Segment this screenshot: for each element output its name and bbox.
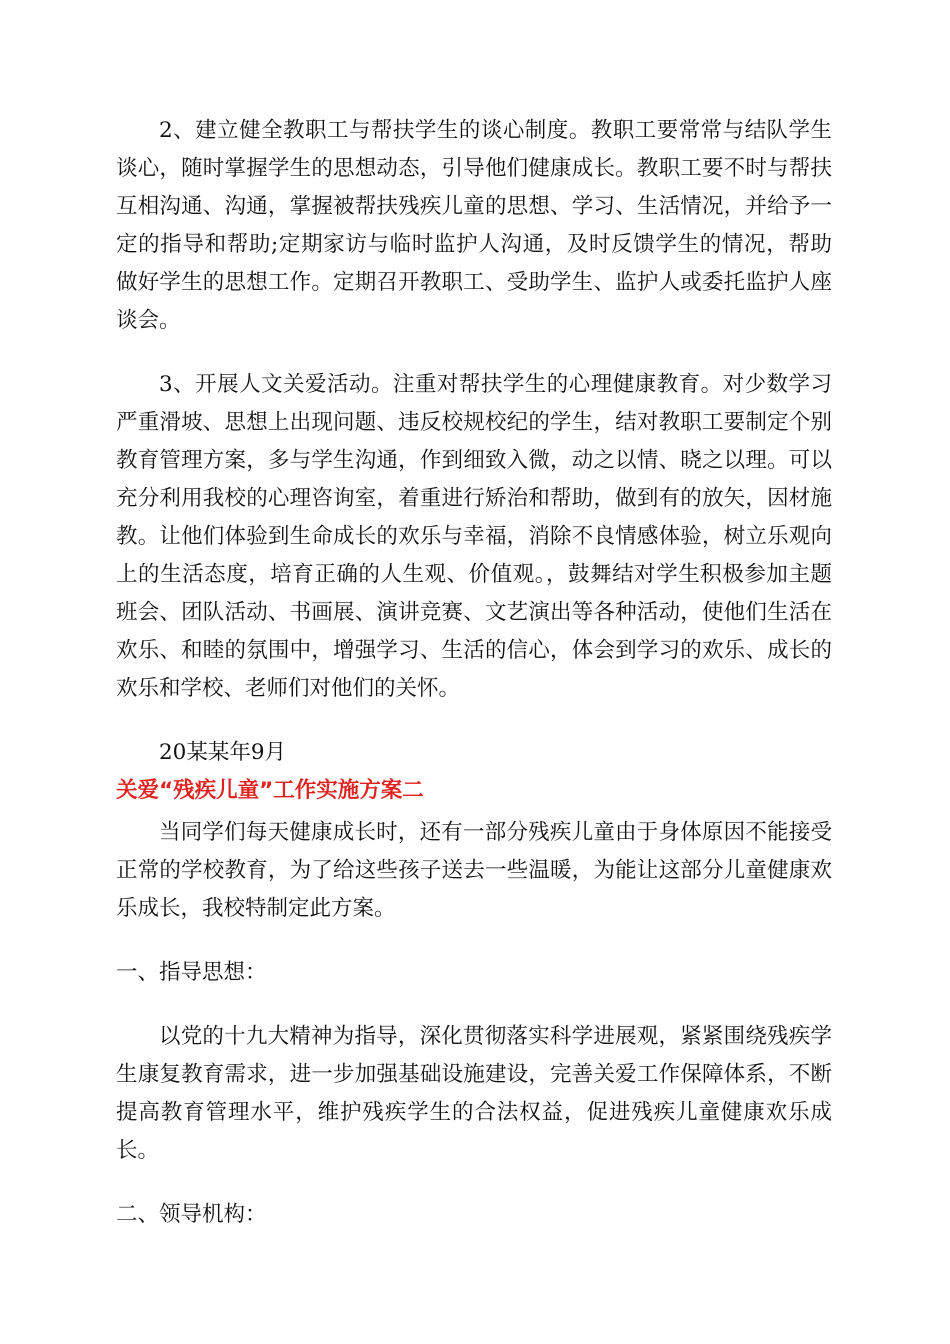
section-title-plan-two: 关爱“残疾儿童”工作实施方案二	[116, 778, 424, 803]
document-page	[116, 112, 832, 1234]
paragraph-item-3: 3、开展人文关爱活动。注重对帮扶学生的心理健康教育。对少数学习严重滑坡、思想上出现问题、违反校规校纪的学生，结对教职工要制定个别教育管理方案，多与学生沟通，作到细致入微，动之以情、晓之以理。可以充分利用我校的心理咨询室，着重进行矫治和帮助，做到有的放矢，因材施教。让他们体验到生命成长的欢乐与幸福，消除不良情感体验，树立乐观向上的生活态度，培育正确的人生观、价值观。，鼓舞结对学生积极参加主题班会、团队活动、书画展、演讲竞赛、文艺演出等各种活动，使他们生活在欢乐、和睦的氛围中，增强学习、生活的信心，体会到学习的欢乐、成长的欢乐和学校、老师们对他们的关怀。	[116, 372, 832, 701]
section-heading-leadership: 二、领导机构：	[116, 1202, 267, 1227]
intro-paragraph: 当同学们每天健康成长时，还有一部分残疾儿童由于身体原因不能接受正常的学校教育，为了给这些孩子送去一些温暖，为能让这部分儿童健康欢乐成长，我校特制定此方案。	[116, 820, 832, 921]
section-heading-guiding-ideology: 一、指导思想：	[116, 960, 267, 985]
paragraph-item-2: 2、建立健全教职工与帮扶学生的谈心制度。教职工要常常与结队学生谈心，随时掌握学生的思想动态，引导他们健康成长。教职工要不时与帮扶互相沟通、沟通，掌握被帮扶残疾儿童的思想、学习、生活情况，并给予一定的指导和帮助;定期家访与临时监护人沟通，及时反馈学生的情况，帮助做好学生的思想工作。定期召开教职工、受助学生、监护人或委托监护人座谈会。	[116, 118, 832, 333]
guiding-ideology-paragraph: 以党的十九大精神为指导，深化贯彻落实科学进展观，紧紧围绕残疾学生康复教育需求，进一步加强基础设施建设，完善关爱工作保障体系，不断提高教育管理水平，维护残疾学生的合法权益，促进残疾儿童健康欢乐成长。	[116, 1024, 832, 1163]
document-date: 20某某年9月	[159, 740, 287, 765]
